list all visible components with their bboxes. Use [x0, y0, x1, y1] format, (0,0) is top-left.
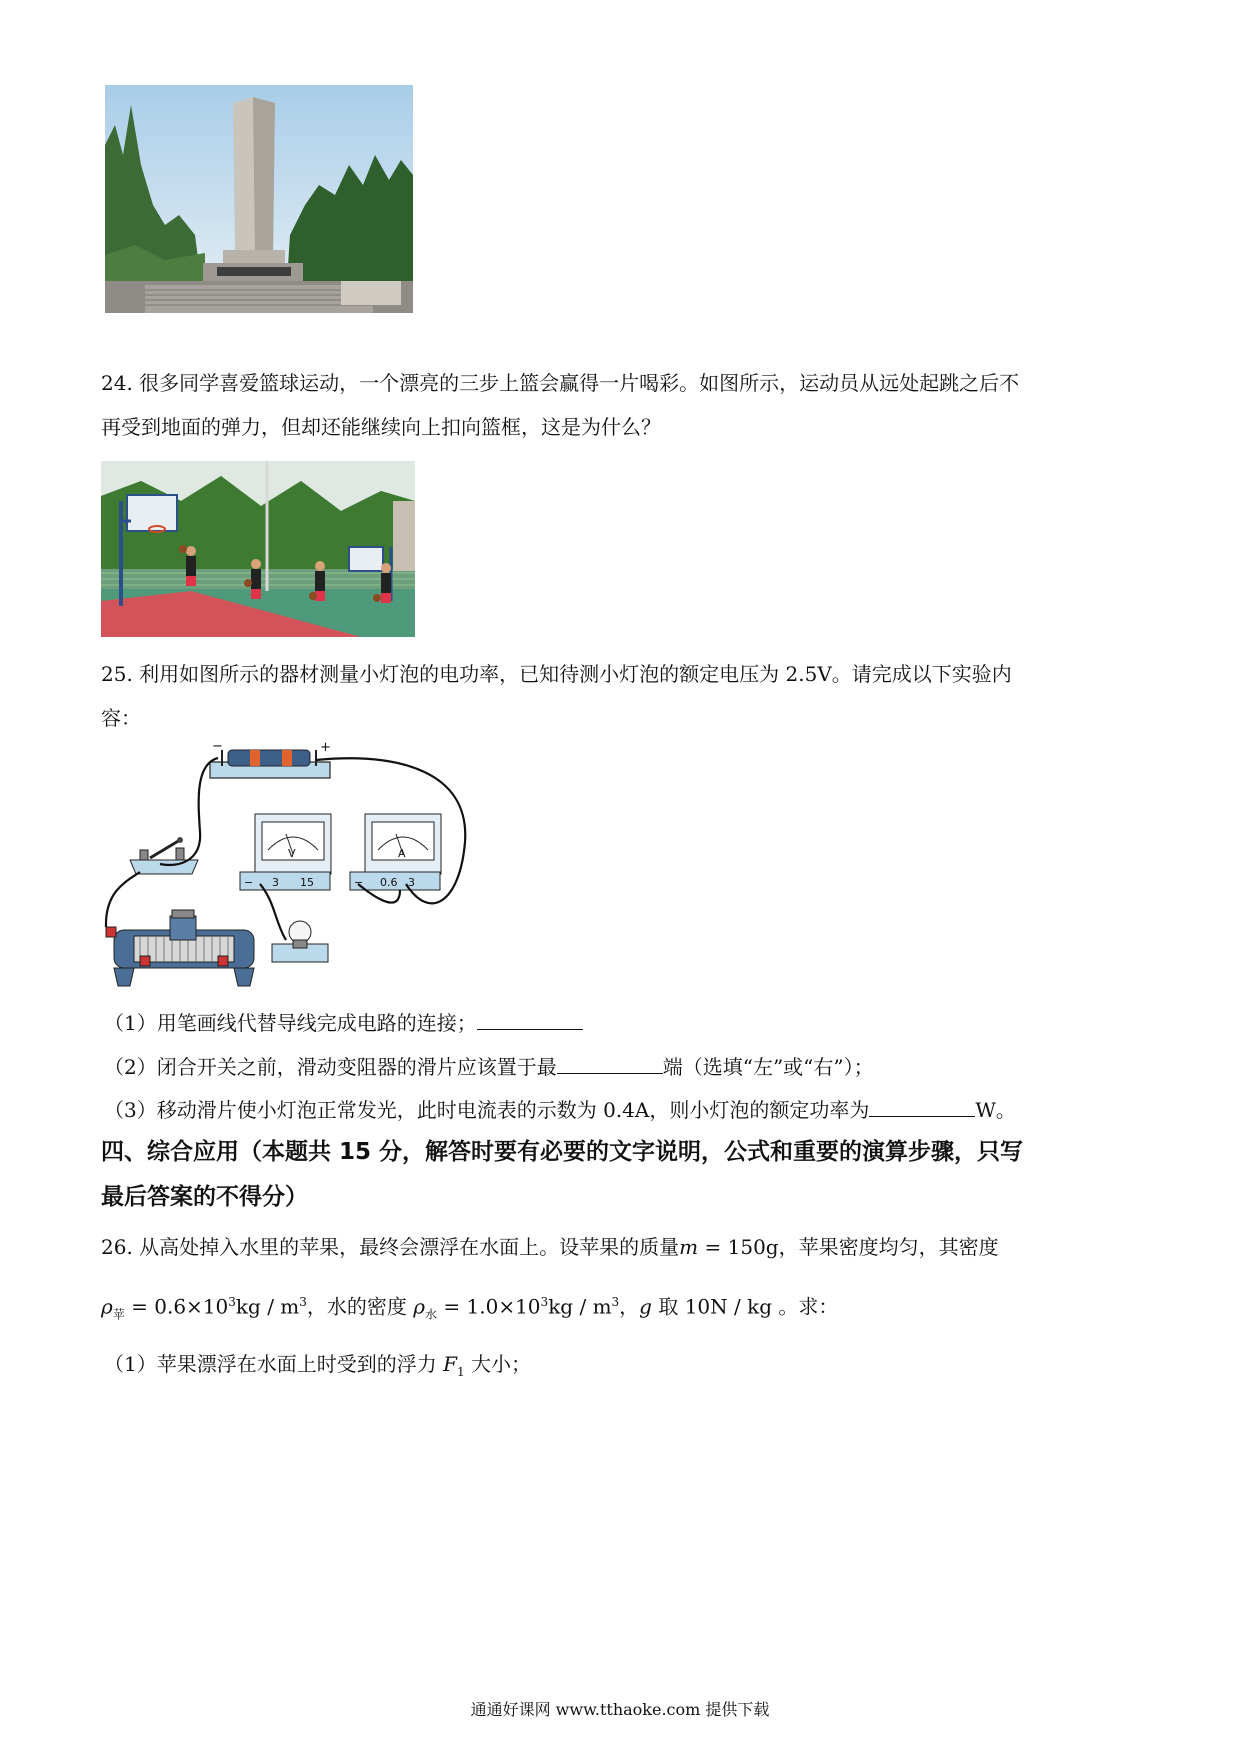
- ammeter-symbol: A: [398, 847, 406, 860]
- question-26-sub1: [104, 1350, 531, 1386]
- ammeter-terminal-minus: −: [354, 876, 364, 889]
- answer-blank-3[interactable]: [869, 1096, 975, 1117]
- question-25-sub2-text-a: （2）闭合开关之前，滑动变阻器的滑片应该置于最: [104, 1055, 557, 1079]
- question-25-sub2-text-b: 端（选填“左”或“右”）；: [662, 1055, 874, 1079]
- voltmeter-symbol: V: [288, 847, 296, 860]
- battery-minus-label: −: [212, 742, 223, 754]
- rho-apple-exponent: 3: [228, 1295, 236, 1309]
- mass-value: = 150g: [698, 1235, 779, 1259]
- rho-water-value: = 1.0×10: [437, 1294, 541, 1319]
- ammeter-terminal-3: 3: [408, 876, 415, 889]
- rheostat: [106, 910, 254, 986]
- ammeter: [350, 814, 441, 890]
- answer-blank-1[interactable]: [477, 1009, 583, 1030]
- question-25-sub2: [104, 1053, 874, 1081]
- question-26-sub1-text-b: 大小；: [464, 1352, 531, 1376]
- battery-plus-label: +: [320, 742, 331, 755]
- section-4-heading-line1: 四、综合应用（本题共 15 分，解答时要有必要的文字说明，公式和重要的演算步骤，只写: [101, 1139, 1024, 1165]
- battery-holder: [210, 742, 331, 778]
- question-25-sub3-text-a: （3）移动滑片使小灯泡正常发光，此时电流表的示数为 0.4A，则小灯泡的额定功率为: [104, 1098, 870, 1122]
- question-25-sub1: [104, 1009, 583, 1037]
- question-26-line1: [101, 1233, 999, 1261]
- question-25-sub1-text: （1）用笔画线代替导线完成电路的连接；: [104, 1011, 477, 1035]
- rho-apple-symbol: ρ: [101, 1294, 113, 1319]
- voltmeter: [240, 814, 331, 890]
- g-symbol: g: [639, 1294, 652, 1319]
- question-25-line1: 25. 利用如图所示的器材测量小灯泡的电功率，已知待测小灯泡的额定电压为 2.5V。请完成以下实验内: [101, 662, 1012, 686]
- rho-apple-unit: kg / m: [235, 1294, 300, 1319]
- question-26-sub1-text-a: （1）苹果漂浮在水面上时受到的浮力: [104, 1352, 444, 1376]
- page-footer: 通通好课网 www.tthaoke.com 提供下载: [470, 1700, 770, 1719]
- question-25-sub3: [104, 1096, 1016, 1124]
- force-symbol: F: [443, 1352, 457, 1376]
- question-24-line1: 24. 很多同学喜爱篮球运动，一个漂亮的三步上篮会赢得一片喝彩。如图所示，运动员从远处起跳之后不: [101, 371, 1020, 395]
- question-25-sub3-text-b: W。: [975, 1098, 1016, 1122]
- rho-apple-unit-exponent: 3: [299, 1295, 307, 1309]
- rho-water-unit-exponent: 3: [611, 1295, 620, 1309]
- rho-apple-subscript: 苹: [112, 1307, 125, 1322]
- monument-photo: [105, 85, 413, 313]
- question-26-text-b: ，苹果密度均匀，其密度: [778, 1235, 999, 1259]
- question-26-line2: [101, 1288, 838, 1329]
- circuit-diagram: [100, 742, 470, 992]
- rho-water-symbol: ρ: [413, 1294, 426, 1319]
- voltmeter-terminal-3: 3: [272, 876, 279, 889]
- question-24-line2: 再受到地面的弹力，但却还能继续向上扣向篮框，这是为什么？: [101, 415, 661, 439]
- basketball-photo: [101, 461, 415, 637]
- voltmeter-terminal-15: 15: [300, 876, 314, 889]
- question-26-text-a: 26. 从高处掉入水里的苹果，最终会漂浮在水面上。设苹果的质量: [101, 1235, 680, 1259]
- ammeter-terminal-06: 0.6: [380, 876, 398, 889]
- g-text-b: 取 10N / kg 。求：: [651, 1294, 839, 1319]
- question-25-line2: 容：: [101, 706, 141, 730]
- g-text-a: ，: [619, 1294, 640, 1319]
- rho-water-subscript: 水: [425, 1307, 438, 1322]
- section-4-heading-line2: 最后答案的不得分）: [101, 1184, 308, 1210]
- rho-water-unit: kg / m: [548, 1294, 612, 1319]
- water-density-text: ，水的密度: [306, 1294, 414, 1319]
- rho-water-exponent: 3: [540, 1295, 549, 1309]
- answer-blank-2[interactable]: [557, 1053, 663, 1074]
- voltmeter-terminal-minus: −: [244, 876, 254, 889]
- mass-symbol: m: [679, 1235, 699, 1259]
- rho-apple-value: = 0.6×10: [124, 1294, 229, 1319]
- force-subscript: 1: [456, 1365, 465, 1379]
- switch: [130, 837, 198, 874]
